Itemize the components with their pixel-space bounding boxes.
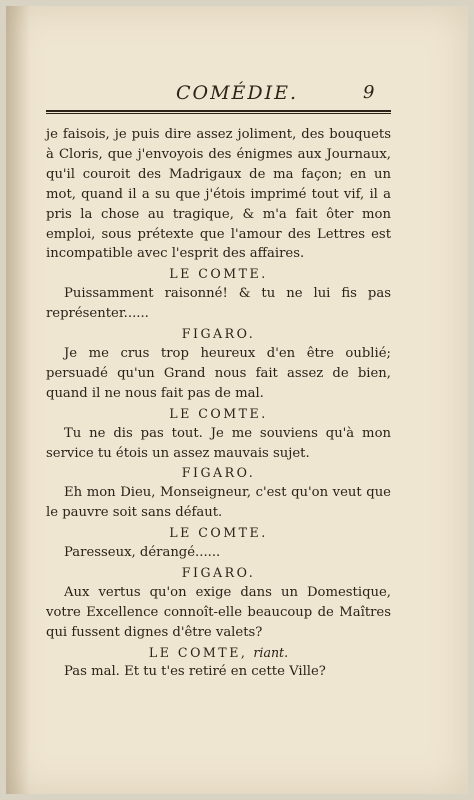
header-rule-thin	[46, 113, 391, 114]
speaker-name: LE COMTE,	[148, 644, 248, 660]
dialogue-line: Paresseux, dérangé......	[64, 545, 221, 561]
dialogue-line: Tu ne dis pas tout. Je me souviens qu'à mon service tu étois un assez mauvais sujet.	[46, 425, 391, 461]
page-text	[46, 125, 391, 682]
dialogue-line: Eh mon Dieu, Monseigneur, c'est qu'on veut que le pauvre soit sans défaut.	[46, 485, 391, 521]
page-gutter-shadow	[6, 6, 30, 794]
speaker-name: LE COMTE.	[169, 525, 268, 541]
book-page	[6, 6, 468, 794]
speaker-name: FIGARO.	[181, 326, 256, 342]
running-title: COMÉDIE.	[175, 82, 299, 104]
dialogue-line: Je me crus trop heureux d'en être oublié; persuadé qu'un Grand nous fait assez de bien, quand il ne nous fait pas de mal.	[46, 345, 391, 401]
header-rule	[46, 110, 391, 112]
page-number: 9	[363, 82, 375, 103]
speaker-name: LE COMTE.	[169, 405, 268, 421]
dialogue-line: Aux vertus qu'on exige dans un Domestique, votre Excellence connoît-elle beaucoup de Maîtres qui fussent dignes d'être valets?	[46, 584, 391, 640]
speaker-name: FIGARO.	[181, 465, 256, 481]
stage-direction: riant.	[253, 644, 289, 660]
dialogue-line: Pas mal. Et tu t'es retiré en cette Ville?	[64, 664, 326, 680]
speaker-name: LE COMTE.	[169, 266, 268, 282]
paragraph: je faisois, je puis dire assez joliment, des bouquets à Cloris, que j'envoyois des énigmes aux Journaux, qu'il couroit des Madrigaux de ma façon; en un mot, quand il a su que j'étois imprimé tout vif, il a pris la chose au tragique, & m'a fait ôter mon emploi, sous prétexte que l'amour des Lettres est incompatible avec l'esprit des affaires.	[46, 127, 391, 262]
dialogue-line: Puissamment raisonné! & tu ne lui fis pas représenter......	[46, 286, 391, 322]
speaker-name: FIGARO.	[181, 564, 256, 580]
speaker-with-direction	[46, 643, 391, 663]
